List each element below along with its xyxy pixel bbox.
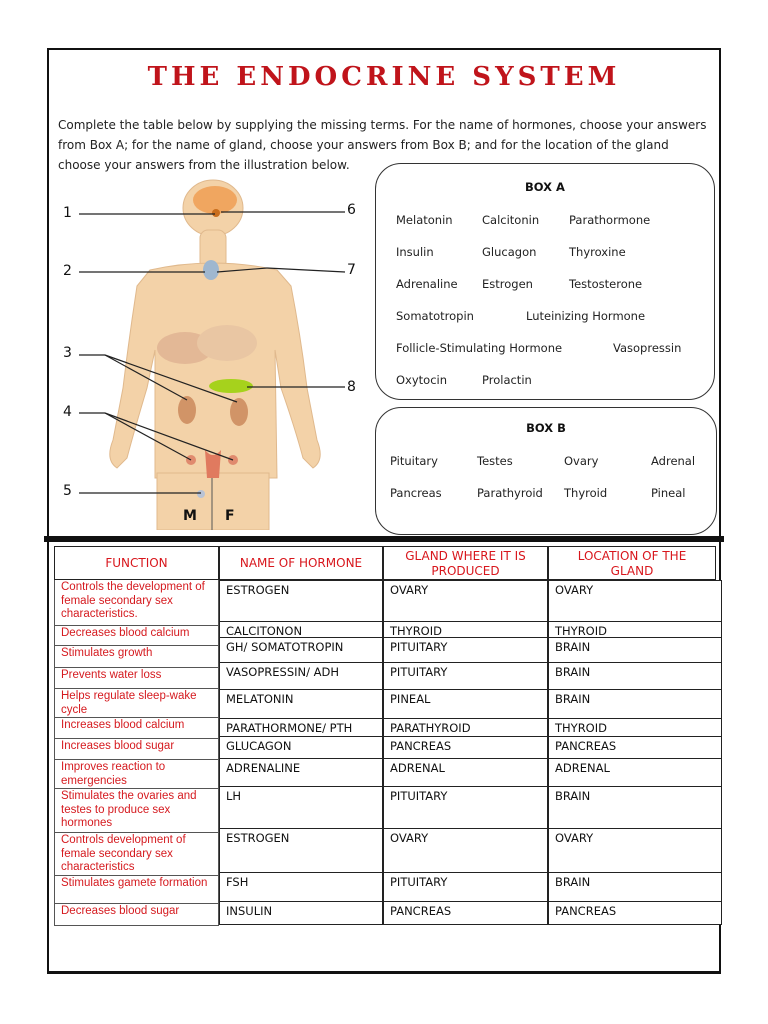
page-title: THE ENDOCRINE SYSTEM	[147, 62, 621, 92]
location-cell: BRAIN	[548, 662, 722, 690]
gland-cell: PARATHYROID	[383, 718, 548, 737]
location-cell: PANCREAS	[548, 901, 722, 925]
box-a-term: Parathormone	[569, 213, 651, 227]
instructions-text: Complete the table below by supplying the missing terms. For the name of hormones, choose your answers from Box A; for the name of gland, choose your answers from Box B; and for the location of the gland choose your answers from the illustration below.	[58, 118, 707, 172]
figure-label-8: 8	[347, 379, 356, 395]
box-a-term: Insulin	[396, 245, 434, 259]
hormone-cell: ESTROGEN	[219, 580, 383, 622]
gland-cell: THYROID	[383, 621, 548, 638]
location-cell: PANCREAS	[548, 736, 722, 759]
function-cell: Increases blood sugar	[54, 739, 219, 760]
box-a-term: Estrogen	[482, 277, 533, 291]
box-a-term: Follicle-Stimulating Hormone	[396, 341, 563, 355]
function-cell: Stimulates growth	[54, 646, 219, 668]
figure-label-3: 3	[63, 345, 72, 361]
box-a-term: Prolactin	[482, 373, 532, 387]
hormone-cell: ADRENALINE	[219, 758, 383, 787]
box-a-term: Melatonin	[396, 213, 453, 227]
function-cell: Stimulates the ovaries and testes to produce sex hormones	[54, 789, 219, 833]
hormone-cell: GH/ SOMATOTROPIN	[219, 637, 383, 663]
gland-cell: PANCREAS	[383, 736, 548, 759]
hormone-cell: LH	[219, 786, 383, 829]
location-cell: OVARY	[548, 580, 722, 622]
header-gland: GLAND WHERE IT IS PRODUCED	[383, 546, 548, 580]
gland-cell: OVARY	[383, 828, 548, 873]
box-a-term: Glucagon	[482, 245, 537, 259]
box-a-term: Luteinizing Hormone	[526, 309, 646, 323]
figure-label-5: 5	[63, 483, 72, 499]
function-cell: Decreases blood sugar	[54, 904, 219, 926]
box-b-title: BOX B	[526, 421, 566, 435]
hormone-cell: MELATONIN	[219, 689, 383, 719]
box-b-term: Parathyroid	[477, 486, 543, 500]
function-cell: Improves reaction to emergencies	[54, 760, 219, 789]
location-cell: THYROID	[548, 621, 722, 638]
figure-label-1: 1	[63, 205, 72, 221]
gland-cell: ADRENAL	[383, 758, 548, 787]
box-a	[375, 163, 715, 400]
location-cell: THYROID	[548, 718, 722, 737]
location-cell: BRAIN	[548, 689, 722, 719]
location-cell: OVARY	[548, 828, 722, 873]
gland-cell: PINEAL	[383, 689, 548, 719]
box-a-term: Adrenaline	[396, 277, 458, 291]
function-cell: Prevents water loss	[54, 668, 219, 689]
box-a-title: BOX A	[525, 180, 565, 194]
hormone-cell: CALCITONON	[219, 621, 383, 638]
female-label: F	[225, 508, 235, 524]
box-a-term: Somatotropin	[396, 309, 474, 323]
box-b-term: Ovary	[564, 454, 599, 468]
pancreas-icon	[209, 379, 253, 393]
function-cell: Controls development of female secondary sex characteristics	[54, 833, 219, 876]
header-function: FUNCTION	[54, 546, 219, 580]
hormone-cell: GLUCAGON	[219, 736, 383, 759]
gland-cell: OVARY	[383, 580, 548, 622]
box-b-term: Pineal	[651, 486, 686, 500]
box-a-term: Calcitonin	[482, 213, 540, 227]
gland-cell: PITUITARY	[383, 872, 548, 902]
box-b-term: Pancreas	[390, 486, 442, 500]
location-cell: ADRENAL	[548, 758, 722, 787]
hormone-cell: INSULIN	[219, 901, 383, 925]
box-b-term: Thyroid	[564, 486, 608, 500]
hormone-cell: VASOPRESSIN/ ADH	[219, 662, 383, 690]
hormone-cell: FSH	[219, 872, 383, 902]
box-b-term: Testes	[477, 454, 513, 468]
body-illustration	[55, 178, 365, 530]
function-cell: Controls the development of female secondary sex characteristics.	[54, 580, 219, 626]
function-cell: Increases blood calcium	[54, 718, 219, 739]
box-a-term: Vasopressin	[613, 341, 682, 355]
gland-cell: PITUITARY	[383, 637, 548, 663]
figure-label-2: 2	[63, 263, 72, 279]
gland-cell: PITUITARY	[383, 786, 548, 829]
box-a-term: Thyroxine	[569, 245, 626, 259]
box-a-term: Oxytocin	[396, 373, 448, 387]
box-b-term: Pituitary	[390, 454, 438, 468]
male-label: M	[183, 508, 197, 524]
gland-cell: PANCREAS	[383, 901, 548, 925]
box-a-term: Testosterone	[569, 277, 643, 291]
figure-label-4: 4	[63, 404, 72, 420]
gland-cell: PITUITARY	[383, 662, 548, 690]
figure-label-6: 6	[347, 202, 356, 218]
box-b-term: Adrenal	[651, 454, 696, 468]
location-cell: BRAIN	[548, 786, 722, 829]
hormone-cell: PARATHORMONE/ PTH	[219, 718, 383, 737]
section-divider	[44, 536, 724, 542]
hormone-cell: ESTROGEN	[219, 828, 383, 873]
header-location: LOCATION OF THE GLAND	[548, 546, 716, 580]
header-hormone: NAME OF HORMONE	[219, 546, 383, 580]
function-cell: Decreases blood calcium	[54, 626, 219, 646]
human-body-figure	[55, 178, 365, 530]
function-cell: Helps regulate sleep-wake cycle	[54, 689, 219, 718]
figure-label-7: 7	[347, 262, 356, 278]
location-cell: BRAIN	[548, 637, 722, 663]
box-b	[375, 407, 717, 535]
location-cell: BRAIN	[548, 872, 722, 902]
hormone-table	[54, 546, 724, 928]
function-cell: Stimulates gamete formation	[54, 876, 219, 904]
